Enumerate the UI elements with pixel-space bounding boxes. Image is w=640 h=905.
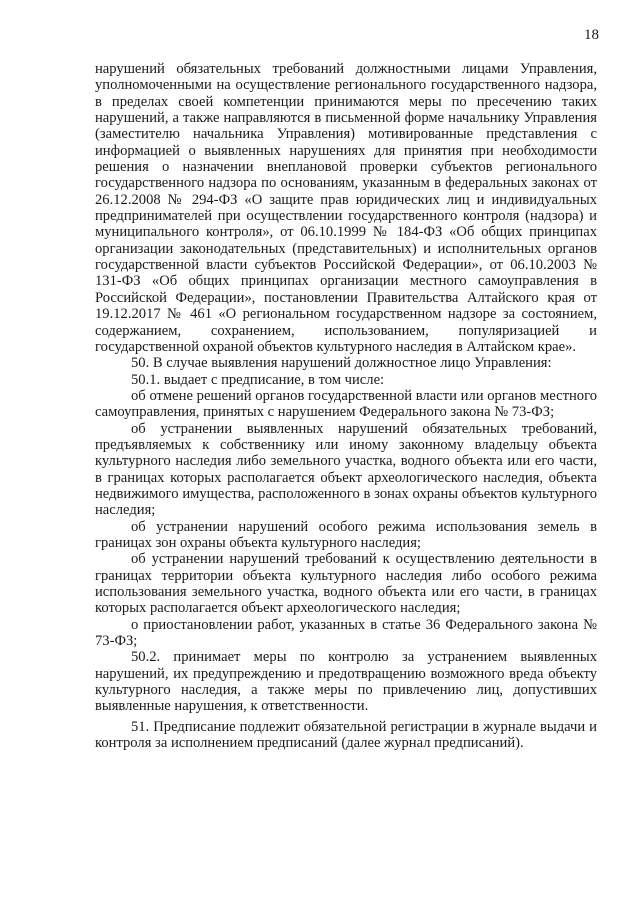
paragraph-item-50-1-d: об устранении нарушений требований к осуществлению деятельности в границах территории объекта культурного наследия либо особого режима использования земельного участка, водного объекта или его части, в границах которых располагается объект археологического наследия;	[95, 551, 597, 617]
paragraph-item-50-1-c: об устранении нарушений особого режима использования земель в границах зон охраны объекта культурного наследия;	[95, 518, 597, 551]
paragraph-item-51: 51. Предписание подлежит обязательной регистрации в журнале выдачи и контроля за исполнением предписаний (далее журнал предписаний).	[95, 718, 597, 752]
document-body	[95, 61, 597, 751]
paragraph-continuation: нарушений обязательных требований должностными лицами Управления, уполномоченными на осуществление регионального государственного надзора, в пределах своей компетенции принимаются меры по пресечению таких нарушений, а также направляются в письменной форме начальнику Управления (заместителю начальника Управления) мотивированные представления с информацией о выявленных нарушениях для принятия при необходимости решения о назначении внеплановой проверки субъектов регионального государственного надзора по основаниям, указанным в федеральных законах от 26.12.2008 № 294-ФЗ «О защите прав юридических лиц и индивидуальных предпринимателей при осуществлении государственного контроля (надзора) и муниципального контроля», от 06.10.1999 № 184-ФЗ «Об общих принципах организации законодательных (представительных) и исполнительных органов государственной власти субъектов Российской Федерации», от 06.10.2003 № 131-ФЗ «Об общих принципах организации местного самоуправления в Российской Федерации», постановлении Правительства Алтайского края от 19.12.2017 № 461 «О региональном государственном надзоре за состоянием, содержанием, сохранением, использованием, популяризацией и государственной охраной объектов культурного наследия в Алтайском крае».	[95, 61, 597, 355]
paragraph-item-50-1-a: об отмене решений органов государственной власти или органов местного самоуправления, принятых с нарушением Федерального закона № 73-ФЗ;	[95, 387, 597, 421]
paragraph-item-50-1-b: об устранении выявленных нарушений обязательных требований, предъявляемых к собственнику или иному законному владельцу объекта культурного наследия либо земельного участка, водного объекта или его части, в границах которых располагается объект археологического наследия, объекта недвижимого имущества, расположенного в зонах охраны объектов культурного наследия;	[95, 420, 597, 519]
paragraph-item-50-1: 50.1. выдает с предписание, в том числе:	[131, 371, 385, 388]
page-number: 18	[584, 27, 599, 43]
paragraph-item-50: 50. В случае выявления нарушений должностное лицо Управления:	[131, 355, 552, 372]
paragraph-item-50-2: 50.2. принимает меры по контролю за устранением выявленных нарушений, их предупреждению и предотвращению возможного вреда объекту культурного наследия, а также меры по привлечению лиц, допустивших выявленные нарушения, к ответственности.	[95, 649, 597, 715]
paragraph-item-50-1-e: о приостановлении работ, указанных в статье 36 Федерального закона № 73-ФЗ;	[95, 616, 597, 650]
